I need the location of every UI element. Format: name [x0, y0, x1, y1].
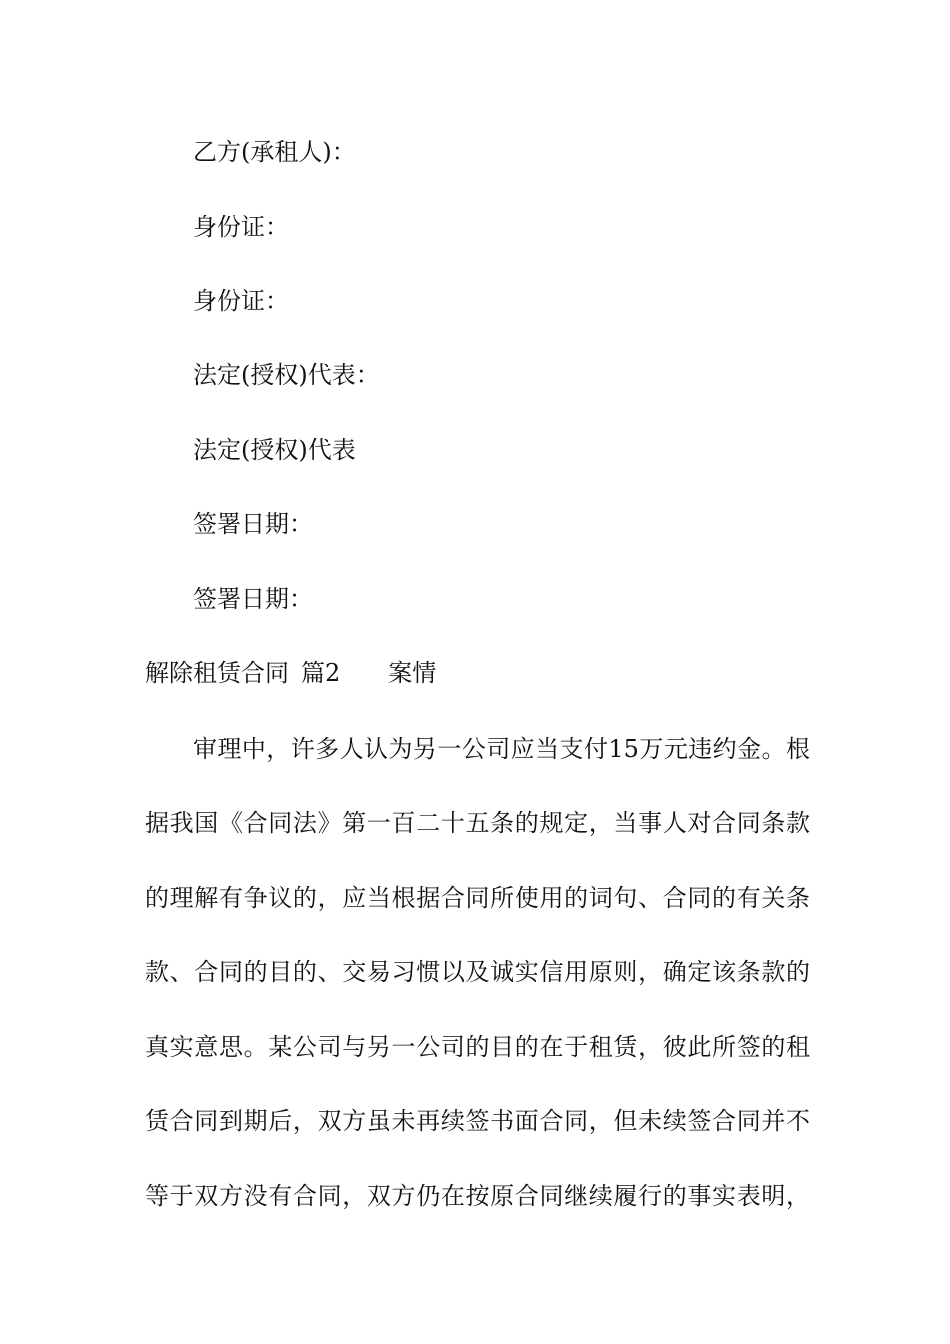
- section-heading: [145, 657, 810, 689]
- signature-line-lessee: 乙方(承租人)：: [193, 138, 356, 166]
- signature-line-representative-1: 法定(授权)代表：: [193, 361, 380, 389]
- body-line: 赁合同到期后，双方虽未再续签书面合同，但未续签合同并不: [145, 1107, 810, 1135]
- body-line: 的理解有争议的，应当根据合同所使用的词句、合同的有关条: [145, 884, 810, 912]
- section-subtitle: 案情: [388, 659, 437, 687]
- signature-line-representative-2: 法定(授权)代表: [193, 436, 356, 464]
- body-line: 据我国《合同法》第一百二十五条的规定，当事人对合同条款: [145, 809, 810, 837]
- section-part: 篇2: [301, 659, 341, 687]
- body-line: 审理中，许多人认为另一公司应当支付15万元违约金。根: [193, 735, 810, 763]
- signature-line-date-1: 签署日期：: [193, 510, 313, 538]
- body-line: 等于双方没有合同，双方仍在按原合同继续履行的事实表明，: [145, 1182, 810, 1210]
- signature-line-id-2: 身份证：: [193, 287, 289, 315]
- body-line: 款、合同的目的、交易习惯以及诚实信用原则，确定该条款的: [145, 958, 810, 986]
- signature-line-date-2: 签署日期：: [193, 585, 313, 613]
- section-title: 解除租赁合同: [145, 659, 289, 687]
- signature-line-id-1: 身份证：: [193, 213, 289, 241]
- body-line: 真实意思。某公司与另一公司的目的在于租赁，彼此所签的租: [145, 1033, 810, 1061]
